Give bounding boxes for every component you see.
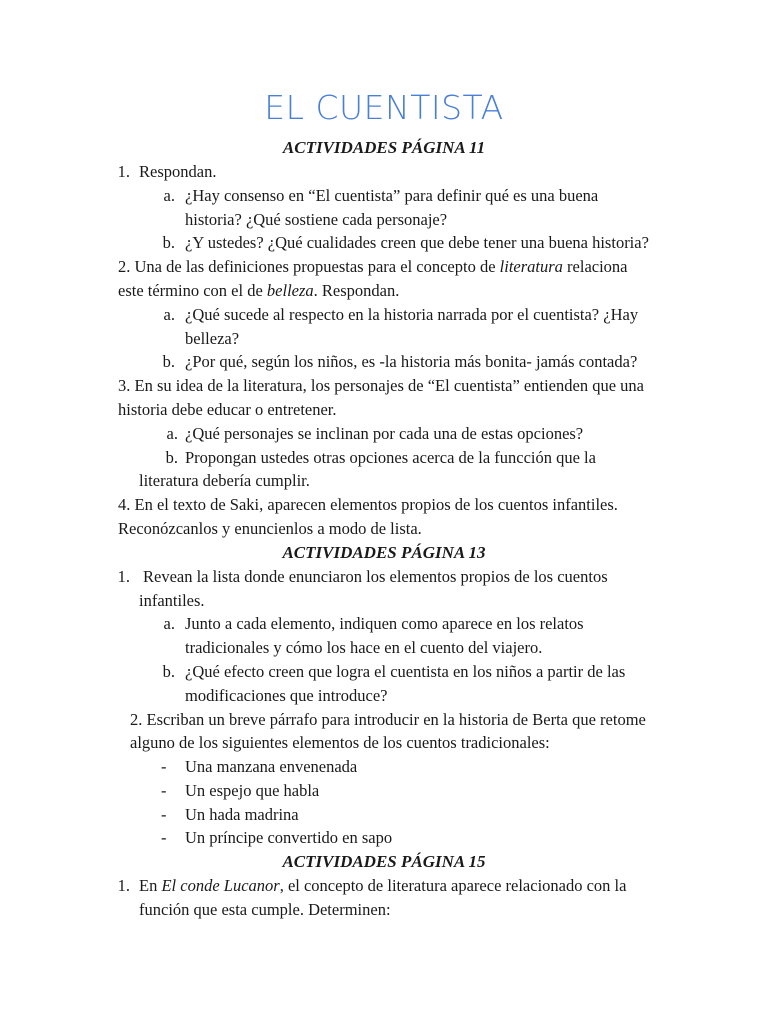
list-letter: a.	[163, 305, 175, 324]
section-heading-pagina-11: ACTIVIDADES PÁGINA 11	[282, 138, 486, 157]
question-text: Junto a cada elemento, indiquen como aparece en los relatos	[185, 614, 584, 633]
list-letter: b.	[162, 352, 175, 371]
emphasis-text: literatura	[499, 257, 563, 276]
question-text: Reconózcanlos y enuncienlos a modo de lista.	[118, 519, 422, 538]
question-text: historia? ¿Qué sostiene cada personaje?	[185, 210, 448, 229]
list-number: 1.	[117, 162, 130, 181]
question-text: 2. Escriban un breve párrafo para introducir en la historia de Berta que retome	[130, 710, 646, 729]
question-text	[139, 874, 626, 898]
question-text: literatura debería cumplir.	[139, 471, 310, 490]
list-item: Una manzana envenenada	[185, 757, 358, 776]
bullet-dash: -	[161, 805, 167, 824]
question-text: ¿Qué sucede al respecto en la historia narrada por el cuentista? ¿Hay	[185, 305, 639, 324]
question-text: función que esta cumple. Determinen:	[139, 900, 391, 919]
list-item: Un hada madrina	[185, 805, 299, 824]
question-text: alguno de los siguientes elementos de los cuentos tradicionales:	[130, 733, 550, 752]
question-text: Respondan.	[139, 162, 217, 181]
list-item: Un príncipe convertido en sapo	[185, 828, 393, 847]
text-run: relaciona	[562, 257, 628, 276]
bullet-dash: -	[161, 781, 167, 800]
list-letter: a.	[163, 186, 175, 205]
question-text: belleza?	[185, 329, 240, 348]
emphasis-text: El conde Lucanor	[161, 876, 280, 895]
question-text: 4. En el texto de Saki, aparecen elementos propios de los cuentos infantiles.	[118, 495, 618, 514]
question-text: ¿Y ustedes? ¿Qué cualidades creen que debe tener una buena historia?	[185, 233, 649, 252]
question-text: ¿Por qué, según los niños, es -la historia más bonita- jamás contada?	[185, 352, 638, 371]
question-text: ¿Qué efecto creen que logra el cuentista en los niños a partir de las	[185, 662, 626, 681]
emphasis-text: belleza	[266, 281, 314, 300]
text-run: 2. Una de las definiciones propuestas para el concepto de	[118, 257, 500, 276]
question-text: tradicionales y cómo los hace en el cuento del viajero.	[185, 638, 543, 657]
question-text: historia debe educar o entretener.	[118, 400, 337, 419]
list-letter: b.	[165, 448, 178, 467]
question-text: modificaciones que introduce?	[185, 686, 388, 705]
bullet-dash: -	[161, 757, 167, 776]
section-heading-pagina-13: ACTIVIDADES PÁGINA 13	[282, 543, 486, 562]
page-title: EL CUENTISTA	[264, 88, 504, 127]
list-letter: a.	[166, 424, 178, 443]
text-run: . Respondan.	[313, 281, 400, 300]
list-letter: b.	[162, 662, 175, 681]
section-heading-pagina-15: ACTIVIDADES PÁGINA 15	[282, 852, 486, 871]
question-text: Revean la lista donde enunciaron los elementos propios de los cuentos	[143, 567, 608, 586]
question-text	[118, 279, 399, 303]
text-run: este término con el de	[118, 281, 267, 300]
question-text: infantiles.	[139, 591, 205, 610]
list-number: 1.	[117, 876, 130, 895]
list-letter: b.	[162, 233, 175, 252]
text-run: En	[139, 876, 162, 895]
list-letter: a.	[163, 614, 175, 633]
text-run: , el concepto de literatura aparece relacionado con la	[279, 876, 627, 895]
list-item: Un espejo que habla	[185, 781, 320, 800]
question-text: ¿Qué personajes se inclinan por cada una de estas opciones?	[185, 424, 584, 443]
question-text	[118, 255, 628, 279]
bullet-dash: -	[161, 828, 167, 847]
list-number: 1.	[117, 567, 130, 586]
question-text: Propongan ustedes otras opciones acerca de la funcción que la	[185, 448, 596, 467]
question-text: 3. En su idea de la literatura, los personajes de “El cuentista” entienden que una	[118, 376, 644, 395]
question-text: ¿Hay consenso en “El cuentista” para definir qué es una buena	[185, 186, 599, 205]
